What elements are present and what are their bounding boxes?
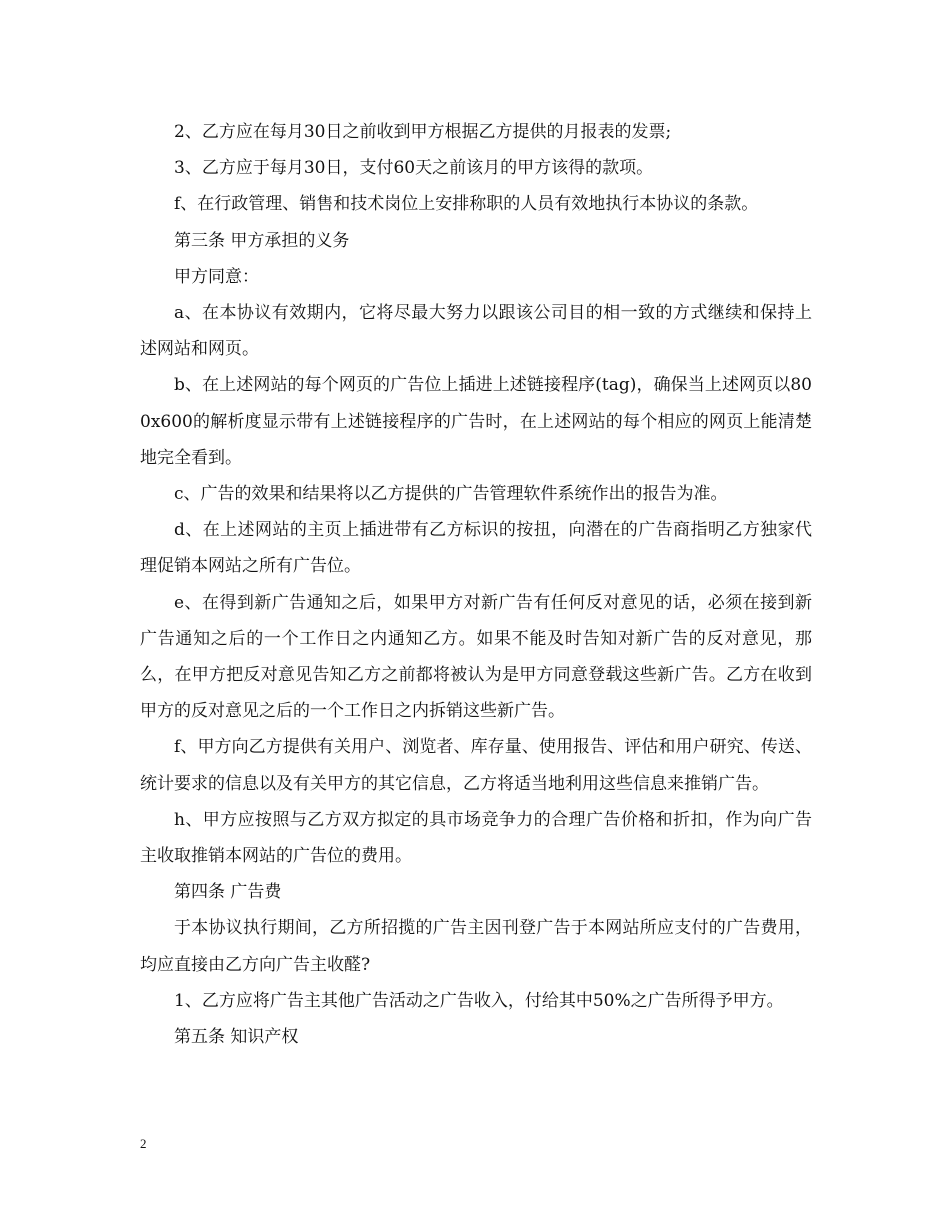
- section-heading-article-5: 第五条 知识产权: [174, 1027, 299, 1048]
- paragraph-clause-h: h、甲方应按照与乙方双方拟定的具市场竞争力的合理广告价格和折扣，作为向广告主收取推销本网站的广告位的费用。: [140, 809, 812, 867]
- paragraph-clause-c: c、广告的效果和结果将以乙方提供的广告管理软件系统作出的报告为准。: [174, 484, 728, 505]
- paragraph-clause-e: e、在得到新广告通知之后，如果甲方对新广告有任何反对意见的话，必须在接到新广告通知之后的一个工作日之内通知乙方。如果不能及时告知对新广告的反对意见，那么，在甲方把反对意见告知乙方之前都将被认为是甲方同意登载这些新广告。乙方在收到甲方的反对意见之后的一个工作日之内拆销这些新广告。: [140, 592, 812, 722]
- section-heading-article-4: 第四条 广告费: [174, 882, 282, 903]
- paragraph-staffing: f、在行政管理、销售和技术岗位上安排称职的人员有效地执行本协议的条款。: [174, 194, 759, 215]
- paragraph-clause-d: d、在上述网站的主页上插进带有乙方标识的按扭，向潜在的广告商指明乙方独家代理促销本网站之所有广告位。: [140, 520, 812, 577]
- document-body: [140, 114, 812, 1055]
- paragraph-revenue-share: 1、乙方应将广告主其他广告活动之广告收入，付给其中50%之广告所得予甲方。: [174, 990, 784, 1011]
- page-number: 2: [140, 1136, 147, 1151]
- paragraph-party-a-agrees: 甲方同意：: [174, 266, 259, 287]
- paragraph-clause-a: a、在本协议有效期内，它将尽最大努力以跟该公司目的相一致的方式继续和保持上述网站和网页。: [140, 303, 812, 360]
- section-heading-article-3: 第三条 甲方承担的义务: [174, 230, 350, 251]
- paragraph-clause-b: b、在上述网站的每个网页的广告位上插进上述链接程序(tag)，确保当上述网页以800x600的解析度显示带有上述链接程序的广告时，在上述网站的每个相应的网页上能清楚地完全看到。: [140, 375, 812, 468]
- paragraph-payment-invoice: 2、乙方应在每月30日之前收到甲方根据乙方提供的月报表的发票;: [174, 122, 672, 142]
- paragraph-clause-f: f、甲方向乙方提供有关用户、浏览者、库存量、使用报告、评估和用户研究、传送、统计要求的信息以及有关甲方的其它信息，乙方将适当地利用这些信息来推销广告。: [140, 737, 812, 794]
- paragraph-advertising-fee: 于本协议执行期间，乙方所招揽的广告主因刊登广告于本网站所应支付的广告费用，均应直接由乙方向广告主收醛?: [140, 918, 812, 975]
- paragraph-payment-schedule: 3、乙方应于每月30日，支付60天之前该月的甲方该得的款项。: [174, 158, 654, 179]
